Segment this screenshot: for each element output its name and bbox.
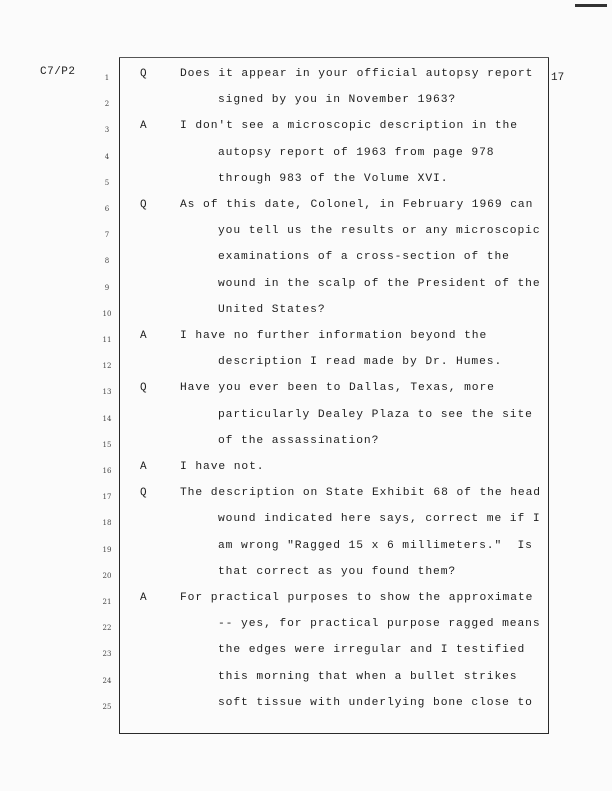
line-text: Does it appear in your official autopsy report bbox=[180, 68, 534, 80]
line-text: through 983 of the Volume XVI. bbox=[218, 172, 449, 185]
line-number: 10 bbox=[102, 309, 112, 318]
transcript-line bbox=[0, 461, 612, 487]
line-text: the edges were irregular and I testified bbox=[218, 644, 526, 657]
line-text: Have you ever been to Dallas, Texas, more bbox=[180, 382, 495, 395]
line-text: you tell us the results or any microscopic bbox=[218, 225, 541, 238]
speaker-label: A bbox=[140, 461, 147, 473]
line-text: As of this date, Colonel, in February 1969 can bbox=[180, 199, 534, 211]
line-number: 14 bbox=[102, 414, 112, 423]
transcript-line bbox=[0, 173, 612, 199]
page-number: 17 bbox=[551, 72, 565, 84]
transcript-line bbox=[0, 409, 612, 435]
transcript-line bbox=[0, 382, 612, 408]
line-number: 24 bbox=[102, 676, 112, 685]
line-number: 15 bbox=[102, 440, 112, 449]
transcript-line bbox=[0, 278, 612, 304]
line-text: The description on State Exhibit 68 of the head bbox=[180, 487, 541, 500]
line-text: For practical purposes to show the approximate bbox=[180, 592, 534, 604]
line-text: of the assassination? bbox=[218, 434, 380, 447]
transcript-line bbox=[0, 487, 612, 513]
speaker-label: Q bbox=[140, 199, 147, 211]
transcript-line bbox=[0, 199, 612, 225]
line-number: 19 bbox=[102, 545, 112, 554]
line-number: 3 bbox=[104, 126, 110, 135]
line-number: 25 bbox=[102, 702, 112, 711]
line-number: 4 bbox=[104, 152, 110, 161]
transcript-line bbox=[0, 251, 612, 277]
line-text: I have no further information beyond the bbox=[180, 330, 488, 342]
line-text: -- yes, for practical purpose ragged means bbox=[218, 618, 541, 631]
speaker-label: A bbox=[140, 120, 147, 133]
line-number: 18 bbox=[102, 519, 112, 528]
line-number: 8 bbox=[104, 257, 110, 266]
transcript-line bbox=[0, 225, 612, 251]
transcript-line bbox=[0, 304, 612, 330]
transcript-line bbox=[0, 435, 612, 461]
transcript-line bbox=[0, 330, 612, 356]
line-text: signed by you in November 1963? bbox=[218, 94, 457, 107]
line-text: autopsy report of 1963 from page 978 bbox=[218, 146, 495, 159]
line-number: 9 bbox=[104, 283, 110, 292]
corner-mark bbox=[575, 4, 607, 7]
transcript-line bbox=[0, 356, 612, 382]
transcript-line bbox=[0, 94, 612, 120]
line-text: description I read made by Dr. Humes. bbox=[218, 356, 503, 369]
speaker-label: A bbox=[140, 592, 147, 604]
line-number: 5 bbox=[104, 178, 110, 187]
transcript-line bbox=[0, 697, 612, 723]
line-text: I don't see a microscopic description in the bbox=[180, 120, 518, 133]
transcript-line bbox=[0, 592, 612, 618]
line-text: this morning that when a bullet strikes bbox=[218, 670, 518, 683]
line-text: soft tissue with underlying bone close to bbox=[218, 696, 533, 709]
line-number: 1 bbox=[104, 74, 110, 82]
line-text: wound indicated here says, correct me if I bbox=[218, 513, 541, 526]
line-number: 17 bbox=[102, 493, 112, 502]
speaker-label: Q bbox=[140, 487, 147, 500]
transcript-line bbox=[0, 513, 612, 539]
line-number: 23 bbox=[102, 650, 112, 659]
line-number: 16 bbox=[102, 467, 112, 475]
transcript-line bbox=[0, 540, 612, 566]
line-number: 6 bbox=[104, 205, 110, 213]
line-text: particularly Dealey Plaza to see the site bbox=[218, 408, 533, 421]
transcript-line bbox=[0, 120, 612, 146]
transcript-line bbox=[0, 644, 612, 670]
transcript-line bbox=[0, 618, 612, 644]
speaker-label: Q bbox=[140, 382, 147, 395]
line-number: 21 bbox=[102, 598, 112, 606]
transcript-line bbox=[0, 68, 612, 94]
line-text: United States? bbox=[218, 303, 326, 316]
line-text: that correct as you found them? bbox=[218, 565, 457, 578]
frame-top-rule bbox=[119, 57, 549, 58]
line-number: 7 bbox=[104, 231, 110, 240]
line-text: am wrong "Ragged 15 x 6 millimeters." Is bbox=[218, 539, 533, 552]
line-number: 12 bbox=[102, 362, 112, 371]
line-text: I have not. bbox=[180, 461, 265, 473]
line-number: 22 bbox=[102, 624, 112, 633]
speaker-label: Q bbox=[140, 68, 147, 80]
line-text: wound in the scalp of the President of the bbox=[218, 277, 541, 290]
speaker-label: A bbox=[140, 330, 147, 342]
line-number: 13 bbox=[102, 388, 112, 397]
transcript-line bbox=[0, 566, 612, 592]
transcript-line bbox=[0, 147, 612, 173]
frame-bottom-rule bbox=[119, 733, 549, 734]
transcript-line bbox=[0, 671, 612, 697]
line-number: 2 bbox=[104, 100, 110, 109]
page-id: C7/P2 bbox=[40, 66, 76, 78]
line-number: 11 bbox=[102, 336, 112, 344]
line-number: 20 bbox=[102, 571, 112, 580]
line-text: examinations of a cross-section of the bbox=[218, 251, 510, 264]
